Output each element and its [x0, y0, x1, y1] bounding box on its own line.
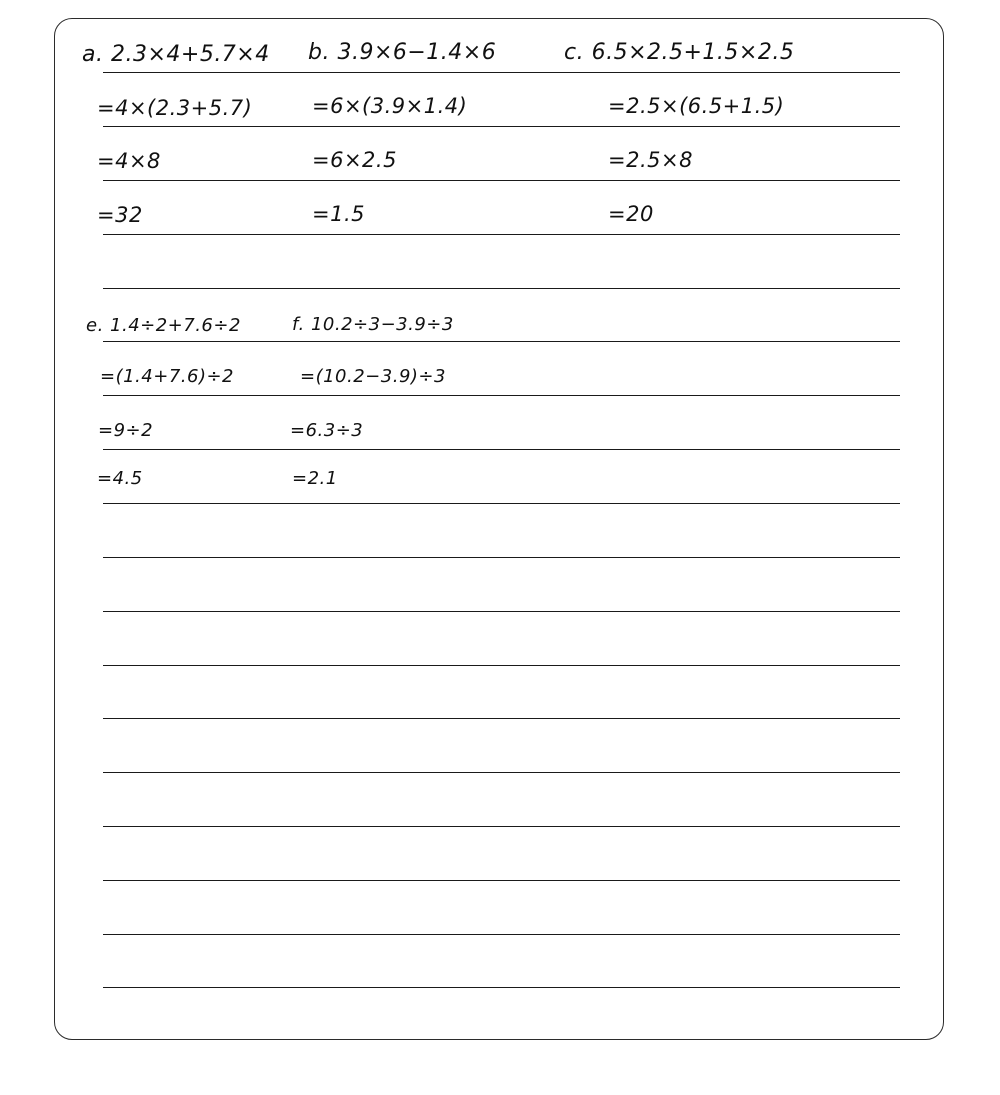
ruled-line	[103, 611, 900, 612]
problem-e-step-2: =9÷2	[98, 420, 154, 441]
ruled-line	[103, 234, 900, 235]
ruled-line	[103, 126, 900, 127]
problem-f-step-2: =6.3÷3	[290, 420, 364, 441]
problem-e-step-1: =(1.4+7.6)÷2	[100, 366, 234, 387]
problem-c-answer: =20	[608, 202, 654, 226]
problem-c-step-2: =2.5×8	[608, 148, 693, 172]
problem-f-answer: =2.1	[292, 468, 338, 489]
worksheet-frame	[54, 18, 944, 1040]
ruled-line	[103, 72, 900, 73]
problem-a-answer: =32	[97, 203, 143, 227]
ruled-line	[103, 341, 900, 342]
ruled-line	[103, 987, 900, 988]
ruled-line	[103, 557, 900, 558]
ruled-line	[103, 826, 900, 827]
ruled-line	[103, 772, 900, 773]
ruled-line	[103, 503, 900, 504]
problem-b-step-1: =6×(3.9×1.4)	[312, 94, 468, 118]
ruled-line	[103, 718, 900, 719]
problem-a-expression: a. 2.3×4+5.7×4	[82, 42, 270, 67]
ruled-line	[103, 180, 900, 181]
problem-a-step-2: =4×8	[97, 149, 161, 173]
ruled-line	[103, 880, 900, 881]
problem-e-answer: =4.5	[97, 468, 143, 489]
ruled-line	[103, 288, 900, 289]
ruled-line	[103, 934, 900, 935]
ruled-line	[103, 449, 900, 450]
ruled-line	[103, 665, 900, 666]
problem-b-step-2: =6×2.5	[312, 148, 397, 172]
problem-f-expression: f. 10.2÷3−3.9÷3	[292, 314, 454, 335]
problem-b-answer: =1.5	[312, 202, 365, 226]
problem-c-step-1: =2.5×(6.5+1.5)	[608, 94, 785, 118]
problem-c-expression: c. 6.5×2.5+1.5×2.5	[564, 40, 795, 65]
problem-e-expression: e. 1.4÷2+7.6÷2	[86, 315, 241, 336]
problem-a-step-1: =4×(2.3+5.7)	[97, 96, 253, 120]
problem-b-expression: b. 3.9×6−1.4×6	[308, 40, 497, 65]
problem-f-step-1: =(10.2−3.9)÷3	[300, 366, 446, 387]
ruled-line	[103, 395, 900, 396]
